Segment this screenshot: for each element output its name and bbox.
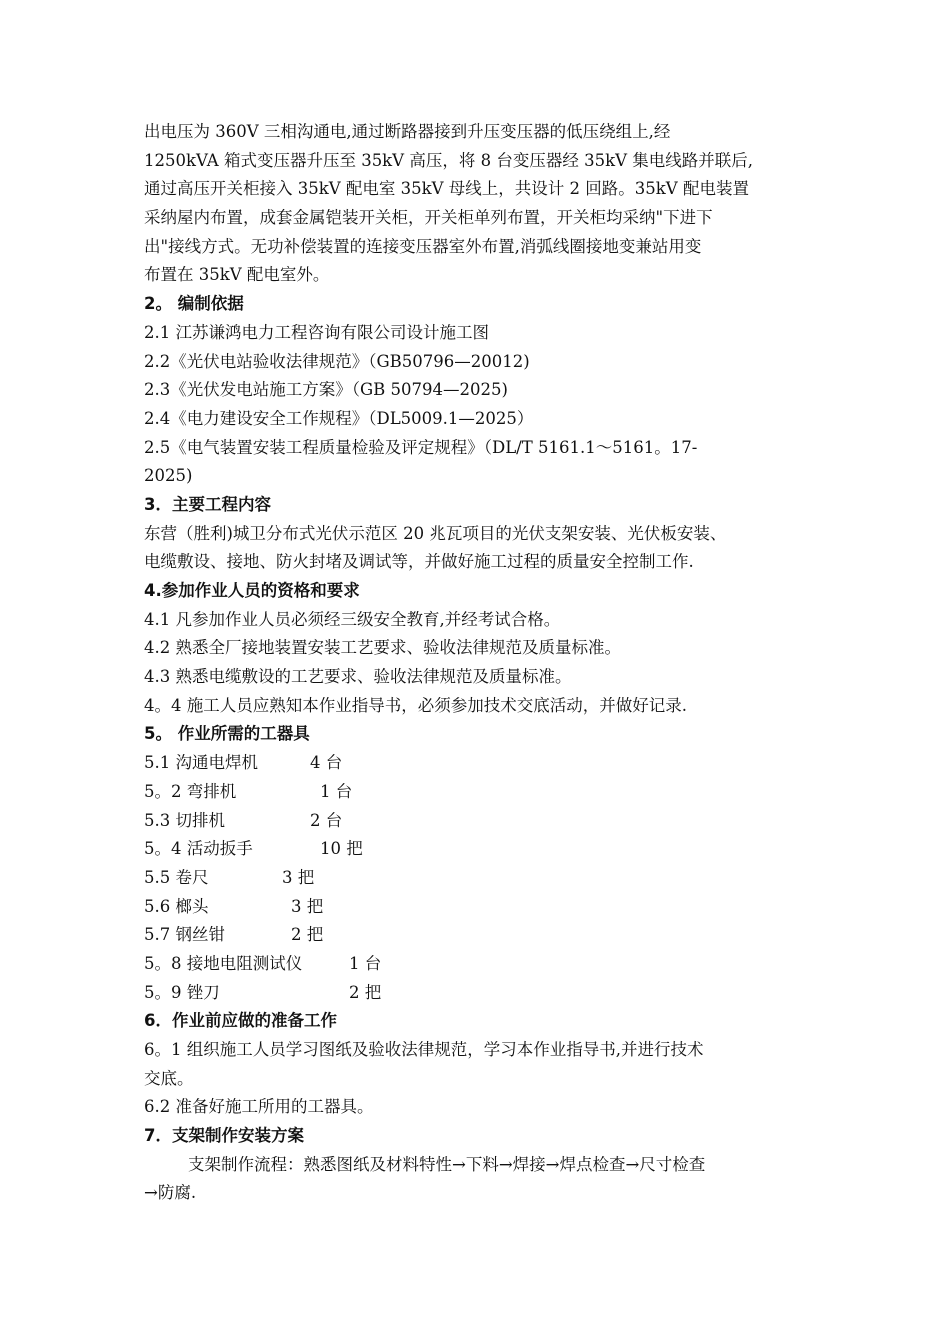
tool-quantity: 3 把 xyxy=(291,896,324,916)
tool-row xyxy=(144,778,816,807)
tool-row xyxy=(144,835,816,864)
reference-item: 2.5《电气装置安装工程质量检验及评定规程》（DL/T 5161.1～5161。17- xyxy=(144,437,698,457)
intro-line: 采纳屋内布置，成套金属铠装开关柜，开关柜单列布置，开关柜均采纳"下进下 xyxy=(144,208,713,228)
tool-quantity: 10 把 xyxy=(320,839,363,859)
requirement-item: 4.2 熟悉全厂接地装置安装工艺要求、验收法律规范及质量标准。 xyxy=(144,638,621,658)
tool-row xyxy=(144,893,816,922)
tool-name: 5.7 钢丝钳 xyxy=(144,925,225,945)
reference-item: 2.2《光伏电站验收法律规范》（GB50796—20012) xyxy=(144,351,530,371)
tool-name: 5。9 锉刀 xyxy=(144,982,220,1002)
intro-line: 出"接线方式。无功补偿装置的连接变压器室外布置,消弧线圈接地变兼站用变 xyxy=(144,236,702,256)
tool-row xyxy=(144,950,816,979)
tool-name: 5.3 切排机 xyxy=(144,810,225,830)
work-content-line: 电缆敷设、接地、防火封堵及调试等，并做好施工过程的质量安全控制工作. xyxy=(144,552,694,572)
tool-name: 5。2 弯排机 xyxy=(144,781,237,801)
tool-row xyxy=(144,864,816,893)
tool-quantity: 2 把 xyxy=(349,982,382,1002)
intro-line: 布置在 35kV 配电室外。 xyxy=(144,265,330,285)
section-7-heading: 7．支架制作安装方案 xyxy=(144,1126,304,1146)
tool-name: 5。4 活动扳手 xyxy=(144,839,253,859)
requirement-item: 4。4 施工人员应熟知本作业指导书，必须参加技术交底活动，并做好记录. xyxy=(144,695,687,715)
intro-line: 1250kVA 箱式变压器升压至 35kV 高压，将 8 台变压器经 35kV 集电线路并联后, xyxy=(144,150,753,170)
bracket-process-line: →防腐. xyxy=(144,1183,197,1203)
tool-quantity: 1 台 xyxy=(349,953,382,973)
document-page xyxy=(144,118,816,1208)
section-2-heading: 2。 编制依据 xyxy=(144,294,244,314)
tool-quantity: 3 把 xyxy=(282,867,315,887)
reference-item: 2.3《光伏发电站施工方案》（GB 50794—2025) xyxy=(144,380,508,400)
intro-line: 出电压为 360V 三相沟通电,通过断路器接到升压变压器的低压绕组上,经 xyxy=(144,122,671,141)
tool-quantity: 2 把 xyxy=(291,925,324,945)
tool-row xyxy=(144,807,816,836)
section-6-heading: 6．作业前应做的准备工作 xyxy=(144,1011,337,1031)
reference-item: 2.4《电力建设安全工作规程》（DL5009.1—2025） xyxy=(144,408,534,428)
tool-name: 5.5 卷尺 xyxy=(144,867,209,887)
tool-row xyxy=(144,979,816,1008)
preparation-line: 交底。 xyxy=(144,1068,194,1088)
section-5-heading: 5。 作业所需的工器具 xyxy=(144,724,310,744)
preparation-line: 6.2 准备好施工所用的工器具。 xyxy=(144,1097,374,1117)
intro-line: 通过高压开关柜接入 35kV 配电室 35kV 母线上，共设计 2 回路。35kV 配电装置 xyxy=(144,179,749,199)
tool-row xyxy=(144,921,816,950)
requirement-item: 4.3 熟悉电缆敷设的工艺要求、验收法律规范及质量标准。 xyxy=(144,667,572,687)
tool-name: 5。8 接地电阻测试仪 xyxy=(144,953,303,973)
tool-name: 5.6 榔头 xyxy=(144,896,209,916)
tool-quantity: 4 台 xyxy=(310,753,343,773)
tool-quantity: 1 台 xyxy=(320,781,353,801)
preparation-line: 6。1 组织施工人员学习图纸及验收法律规范，学习本作业指导书,并进行技术 xyxy=(144,1040,704,1059)
section-3-heading: 3．主要工程内容 xyxy=(144,494,271,514)
tool-row xyxy=(144,749,816,778)
bracket-process-line: 支架制作流程：熟悉图纸及材料特性→下料→焊接→焊点检查→尺寸检查 xyxy=(188,1154,706,1174)
reference-item: 2.1 江苏谦鸿电力工程咨询有限公司设计施工图 xyxy=(144,322,489,342)
tool-quantity: 2 台 xyxy=(310,810,343,830)
reference-item: 2025) xyxy=(144,466,193,486)
section-4-heading: 4.参加作业人员的资格和要求 xyxy=(144,581,360,600)
work-content-line: 东营（胜利)城卫分布式光伏示范区 20 兆瓦项目的光伏支架安装、光伏板安装、 xyxy=(144,523,727,543)
tool-name: 5.1 沟通电焊机 xyxy=(144,753,258,773)
requirement-item: 4.1 凡参加作业人员必须经三级安全教育,并经考试合格。 xyxy=(144,609,561,629)
